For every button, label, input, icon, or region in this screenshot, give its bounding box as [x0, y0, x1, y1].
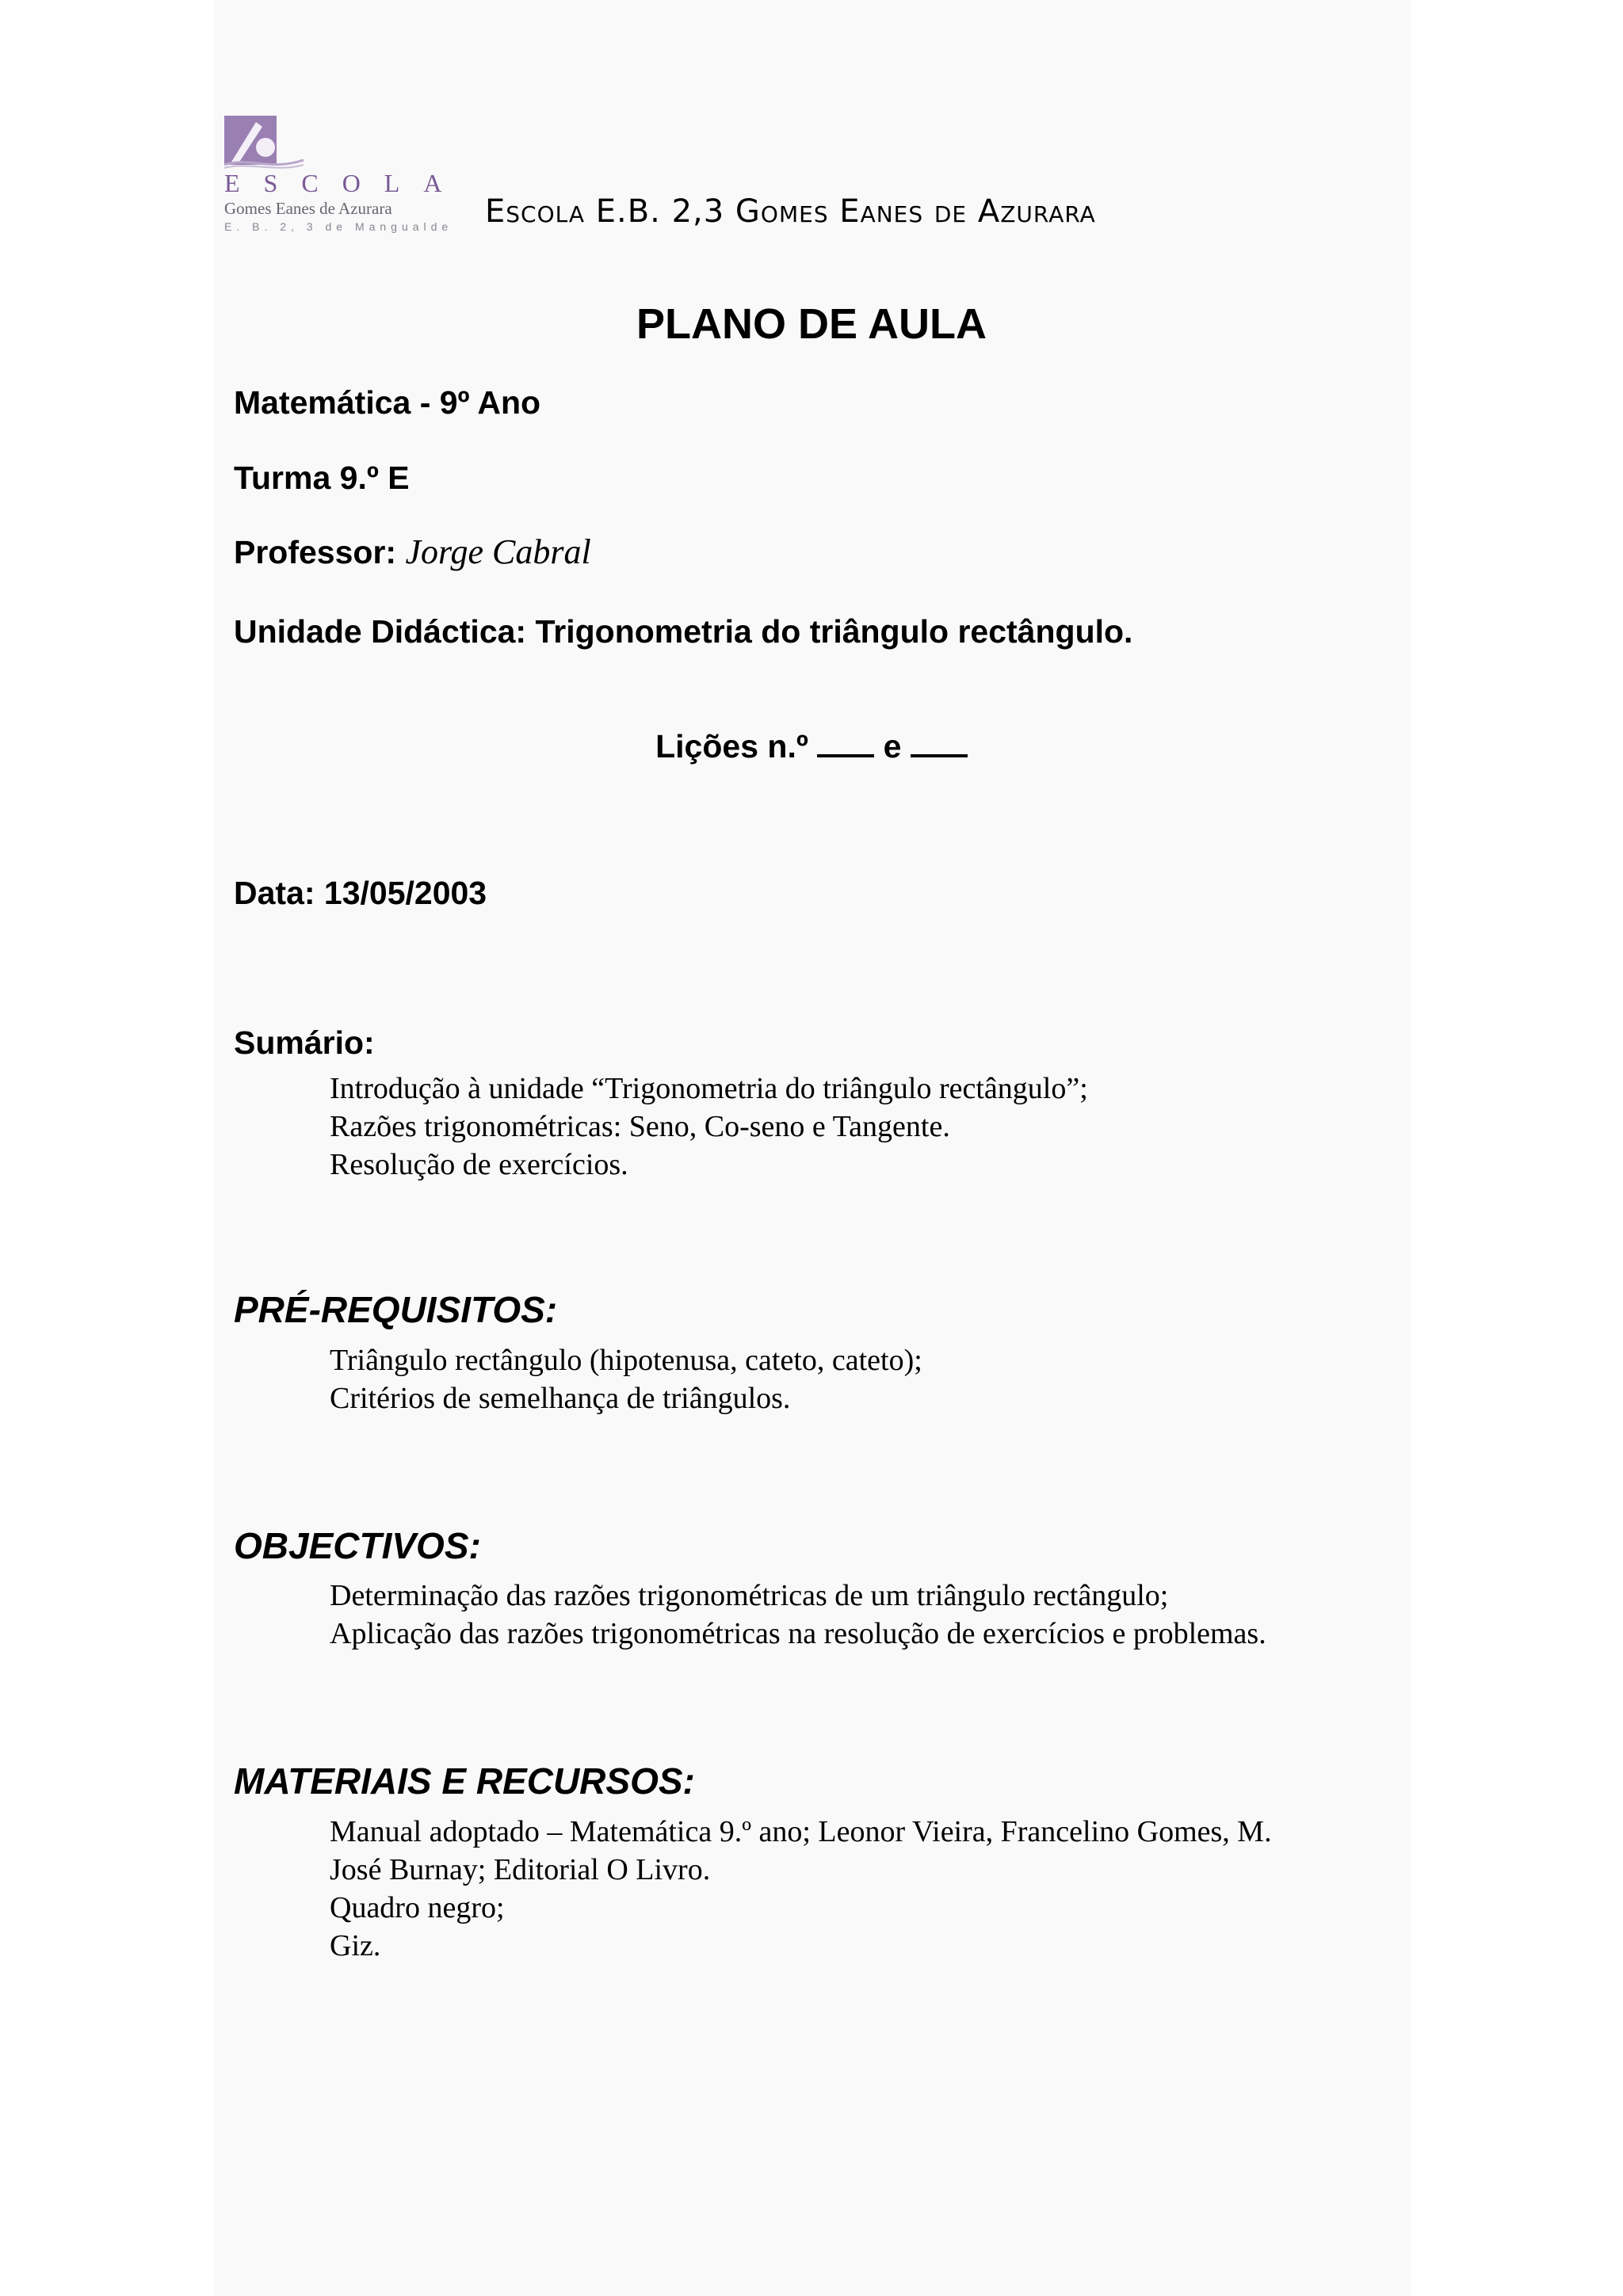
logo-emblem-icon — [224, 116, 304, 170]
list-item: Critérios de semelhança de triângulos. — [330, 1382, 791, 1415]
list-item: José Burnay; Editorial O Livro. — [330, 1853, 711, 1886]
lesson-number-blank-1[interactable] — [817, 730, 874, 757]
lessons-connector: e — [883, 728, 902, 765]
document-title: PLANO DE AULA — [636, 300, 987, 348]
logo-subtitle-small: E. B. 2, 3 de Mangualde — [224, 220, 453, 233]
materials-heading: MATERIAIS E RECURSOS: — [234, 1760, 695, 1802]
materials-list — [330, 1813, 1272, 1965]
summary-heading: Sumário: — [234, 1024, 375, 1061]
logo-subtitle: Gomes Eanes de Azurara — [224, 199, 392, 218]
subject-field: Matemática - 9º Ano — [234, 384, 541, 421]
lesson-number-blank-2[interactable] — [911, 730, 968, 757]
objectives-list — [330, 1577, 1266, 1653]
date-field: Data: 13/05/2003 — [234, 875, 487, 911]
list-item: Manual adoptado – Matemática 9.º ano; Leonor Vieira, Francelino Gomes, M. — [330, 1815, 1272, 1848]
school-name: Escola E.B. 2,3 Gomes Eanes de Azurara — [485, 193, 1096, 230]
list-item: Quadro negro; — [330, 1891, 505, 1924]
list-item: Introdução à unidade “Trigonometria do triângulo rectângulo”; — [330, 1072, 1088, 1105]
lessons-line — [0, 727, 1623, 765]
teacher-label: Professor: — [234, 534, 397, 570]
unit-field: Unidade Didáctica: Trigonometria do triângulo rectângulo. — [234, 613, 1133, 650]
logo-wordmark: ESCOLA — [224, 169, 466, 197]
list-item: Resolução de exercícios. — [330, 1148, 628, 1181]
prerequisites-heading: PRÉ-REQUISITOS: — [234, 1289, 558, 1330]
teacher-name: Jorge Cabral — [405, 532, 591, 571]
list-item: Triângulo rectângulo (hipotenusa, cateto, cateto); — [330, 1344, 922, 1377]
class-field: Turma 9.º E — [234, 460, 410, 496]
prerequisites-list — [330, 1341, 922, 1417]
school-logo — [224, 116, 466, 242]
teacher-field — [234, 533, 591, 571]
lessons-label: Lições n.º — [655, 728, 808, 765]
list-item: Razões trigonométricas: Seno, Co-seno e Tangente. — [330, 1110, 950, 1143]
list-item: Giz. — [330, 1929, 381, 1962]
list-item: Aplicação das razões trigonométricas na resolução de exercícios e problemas. — [330, 1617, 1266, 1650]
summary-list — [330, 1070, 1088, 1184]
objectives-heading: OBJECTIVOS: — [234, 1525, 481, 1566]
list-item: Determinação das razões trigonométricas de um triângulo rectângulo; — [330, 1579, 1169, 1612]
